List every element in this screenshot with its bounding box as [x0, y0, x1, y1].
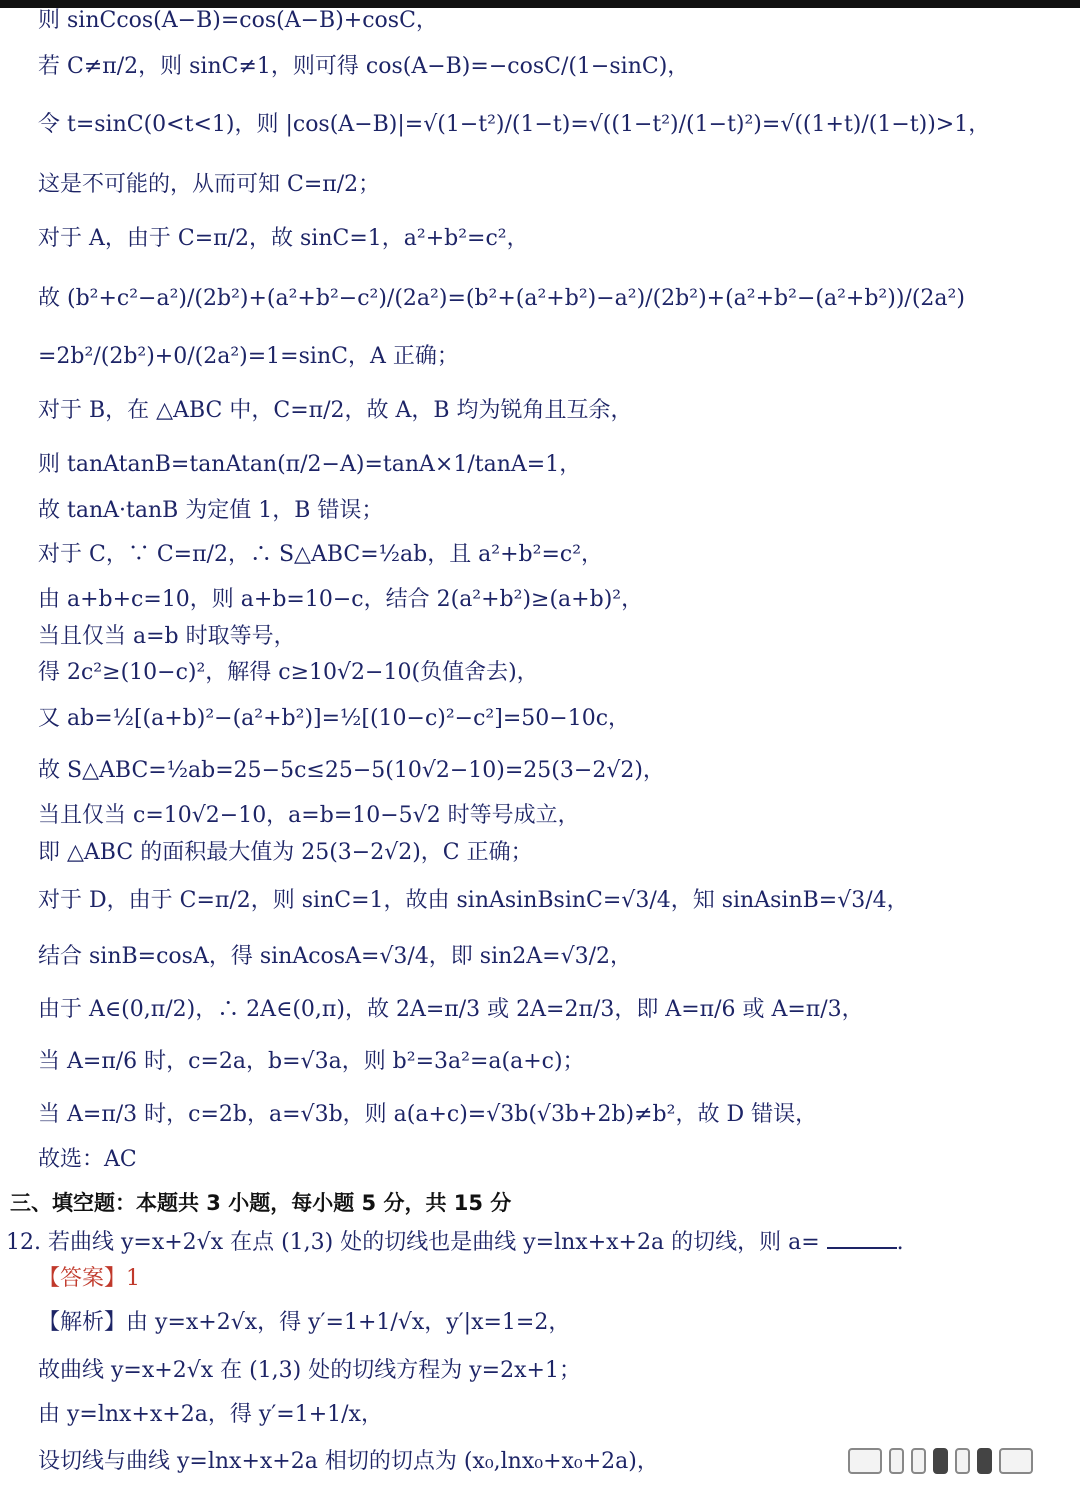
question-12 [0, 1227, 1080, 1258]
watermark-shape [911, 1448, 926, 1474]
solution-line: 结合 sinB=cosA，得 sinAcosA=√3/4，即 sin2A=√3/2， [38, 944, 633, 969]
solution-line: 由 a+b+c=10，则 a+b=10−c，结合 2(a²+b²)≥(a+b)²， [38, 587, 644, 612]
solution-line: 故 (b²+c²−a²)/(2b²)+(a²+b²−c²)/(2a²)=(b²+(a²+b²)−a²)/(2b²)+(a²+b²−(a²+b²))/(2a²) [38, 286, 965, 311]
solution-line: 当且仅当 c=10√2−10，a=b=10−5√2 时等号成立， [38, 803, 580, 828]
solution-line: 当 A=π/3 时，c=2b，a=√3b，则 a(a+c)=√3b(√3b+2b)≠b²，故 D 错误， [38, 1102, 818, 1127]
analysis-tag: 【解析】 [38, 1310, 127, 1335]
watermark-shape [955, 1448, 970, 1474]
section-heading: 三、填空题：本题共 3 小题，每小题 5 分，共 15 分 [10, 1191, 512, 1215]
solution-line: 令 t=sinC(0<t<1)，则 |cos(A−B)|=√(1−t²)/(1−t)=√((1−t²)/(1−t)²)=√((1+t)/(1−t))>1， [38, 112, 991, 137]
analysis-line: 由 y=lnx+x+2a，得 y′=1+1/x， [38, 1402, 383, 1427]
solution-line: 对于 C，∵ C=π/2，∴ S△ABC=½ab，且 a²+b²=c²， [38, 542, 604, 567]
solution-line: 故 S△ABC=½ab=25−5c≤25−5(10√2−10)=25(3−2√2)， [38, 758, 665, 783]
solution-line: 若 C≠π/2，则 sinC≠1，则可得 cos(A−B)=−cosC/(1−sinC)， [38, 54, 690, 79]
solution-line: 这是不可能的，从而可知 C=π/2； [38, 172, 381, 197]
solution-line: 得 2c²≥(10−c)²，解得 c≥10√2−10(负值舍去)， [38, 660, 539, 685]
analysis-line: 故曲线 y=x+2√x 在 (1,3) 处的切线方程为 y=2x+1； [38, 1358, 581, 1383]
solution-line: =2b²/(2b²)+0/(2a²)=1=sinC，A 正确； [38, 344, 459, 369]
solution-line: 故 tanA·tanB 为定值 1，B 错误； [38, 498, 384, 523]
solution-line: 对于 A，由于 C=π/2，故 sinC=1，a²+b²=c²， [38, 226, 529, 251]
solution-line: 对于 D，由于 C=π/2，则 sinC=1，故由 sinAsinBsinC=√3/4，知 sinAsinB=√3/4， [38, 888, 909, 913]
solution-line: 当 A=π/6 时，c=2a，b=√3a，则 b²=3a²=a(a+c)； [38, 1049, 585, 1074]
watermark-logo [848, 1446, 1033, 1476]
solution-line: 则 tanAtanB=tanAtan(π/2−A)=tanA×1/tanA=1， [38, 452, 582, 477]
solution-line: 由于 A∈(0,π/2)，∴ 2A∈(0,π)，故 2A=π/3 或 2A=2π/3，即 A=π/6 或 A=π/3， [38, 997, 864, 1022]
watermark-shape [977, 1448, 992, 1474]
watermark-shape [848, 1448, 882, 1474]
analysis-line: 设切线与曲线 y=lnx+x+2a 相切的切点为 (x₀,lnx₀+x₀+2a)， [38, 1449, 659, 1474]
watermark-shape [889, 1448, 904, 1474]
watermark-shape [999, 1448, 1033, 1474]
solution-line: 则 sinCcos(A−B)=cos(A−B)+cosC， [38, 8, 438, 33]
solution-line: 当且仅当 a=b 时取等号， [38, 624, 296, 649]
solution-line: 故选：AC [38, 1147, 137, 1172]
analysis-line [0, 1308, 1080, 1338]
solution-line: 即 △ABC 的面积最大值为 25(3−2√2)，C 正确； [38, 840, 533, 865]
answer-value: 1 [126, 1266, 141, 1291]
solution-line: 又 ab=½[(a+b)²−(a²+b²)]=½[(10−c)²−c²]=50−10c， [38, 706, 631, 731]
watermark-shape [933, 1448, 948, 1474]
analysis-text: 由 y=x+2√x，得 y′=1+1/√x，y′|x=1=2， [126, 1310, 571, 1335]
solution-line: 对于 B，在 △ABC 中，C=π/2，故 A，B 均为锐角且互余， [38, 398, 633, 423]
answer-tag: 【答案】 [38, 1266, 127, 1291]
answer-blank [827, 1227, 897, 1249]
question-end: . [896, 1230, 904, 1255]
question-text: 12. 若曲线 y=x+2√x 在点 (1,3) 处的切线也是曲线 y=lnx+x+2a 的切线，则 a= [6, 1230, 820, 1255]
answer-line [0, 1264, 1080, 1294]
